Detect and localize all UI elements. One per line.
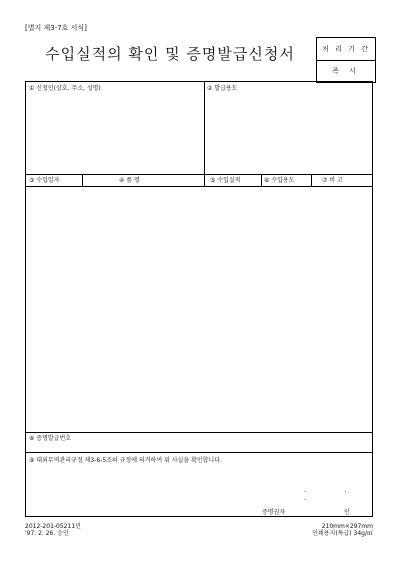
- form-number-label: [별지 제3-7호 서식]: [25, 24, 87, 32]
- issuer-label: 증명권자: [262, 509, 286, 516]
- divider-applicant-purpose: [204, 82, 205, 174]
- divider-cert-number-top: [26, 432, 372, 433]
- application-form-frame: [25, 81, 373, 517]
- col-divider-4: [311, 174, 312, 186]
- statement-text: ⑨ 대외무역관리규정 제3-6-5조의 규정에 의거하여 위 사실을 확인합니다.: [29, 457, 222, 464]
- processing-period-box: [316, 37, 376, 83]
- footer-paper-size: 210mm×297mm: [321, 523, 373, 530]
- divider-cert-number-bottom: [26, 452, 372, 453]
- date-placeholder: . . .: [304, 486, 365, 502]
- processing-period-header: 처 리 기 간: [317, 38, 375, 61]
- remarks-header: ⑦ 비 고: [322, 177, 343, 184]
- footer-approval-date: '97. 2. 26. 승인: [25, 530, 69, 537]
- col-divider-2: [204, 174, 205, 186]
- processing-period-value: 즉 시: [332, 67, 360, 75]
- document-title: 수입실적의 확인 및 증명발급신청서: [45, 45, 295, 63]
- divider-table-header: [26, 186, 372, 187]
- footer-paper-spec: 인쇄용지(특급) 34g/㎡: [312, 530, 373, 537]
- import-date-header: ③ 수입일자: [29, 177, 60, 184]
- applicant-label: ① 신청인(상호, 주소, 성명): [29, 85, 101, 92]
- divider-top-section: [26, 174, 372, 175]
- item-header: ④ 품 명: [119, 177, 140, 184]
- footer-form-code: 2012-201-05211민: [25, 523, 81, 530]
- col-divider-3: [261, 174, 262, 186]
- issuer-seal-mark: 인: [344, 509, 350, 516]
- col-divider-1: [82, 174, 83, 186]
- purpose-label: ② 발급용도: [207, 85, 238, 92]
- cert-number-label: ⑧ 증명발급번호: [29, 435, 72, 442]
- import-use-header: ⑥ 수입용도: [264, 177, 295, 184]
- import-record-header: ⑤ 수입실적: [210, 177, 241, 184]
